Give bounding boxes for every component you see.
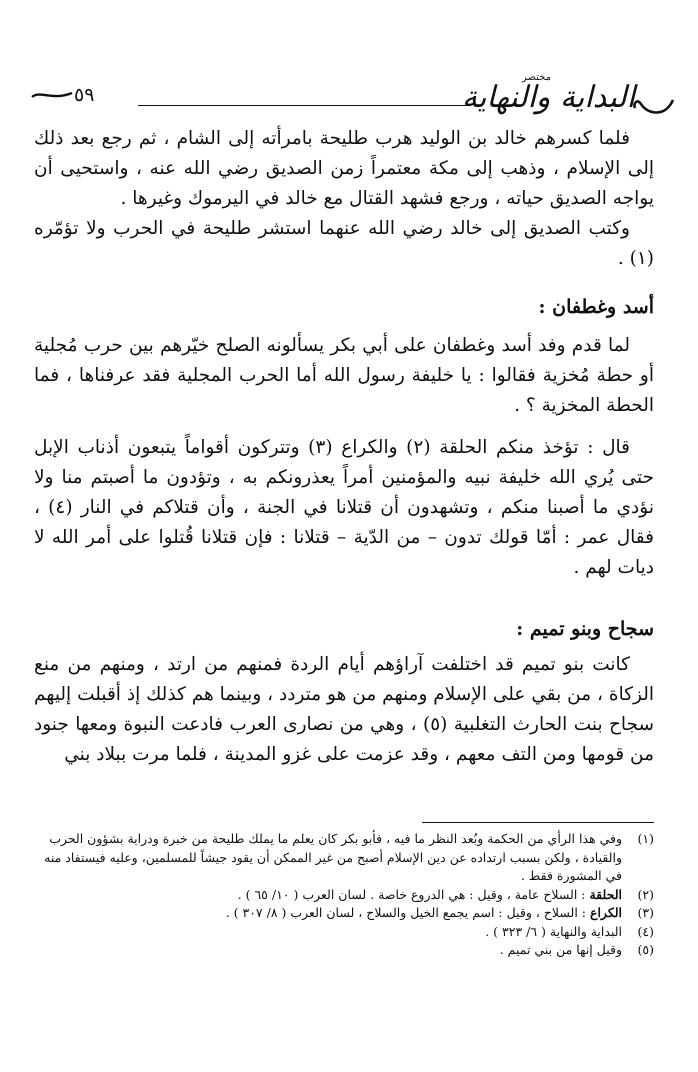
book-subtitle: مختصر: [521, 72, 551, 83]
footnote-text: : السلاح عامة ، وقيل : هي الدروع خاصة . لسان العرب ( ١٠/ ٦٥ ) .: [237, 886, 590, 902]
section-asad-ghatafan-text: [34, 331, 654, 583]
footnote: [34, 904, 654, 923]
book-title: البداية والنهاية: [462, 80, 635, 115]
footnote: [34, 830, 654, 886]
footnote: [34, 923, 654, 942]
calligraphy-ornament-icon: [631, 92, 675, 118]
section-heading-sajah: سجاح وبنو تميم :: [516, 618, 654, 640]
footnote-text: البداية والنهاية ( ٦/ ٣٢٣ ) .: [485, 923, 622, 939]
footnote-number: (٤): [637, 923, 654, 939]
paragraph: فلما كسرهم خالد بن الوليد هرب طليحة بامرأته إلى الشام ، ثم رجع بعد ذلك إلى الإسلام ، وذهب إلى مكة معتمراً زمن الصديق رضي الله عنه ، واستحيى أن يواجه الصديق حياته ، ورجع فشهد القتال مع خالد في اليرموك وغيرها .: [34, 128, 654, 209]
paragraph: لما قدم وفد أسد وغطفان على أبي بكر يسألونه الصلح خيّرهم بين حرب مُجلية أو حطة مُخزية فقالوا : يا خليفة رسول الله أما الحرب المجلية فقد عرفناها ، فما الحطة المخزية ؟ .: [34, 335, 654, 416]
footnote-text: وقيل إنها من بني تميم .: [499, 942, 622, 957]
footnote-number: (٥): [637, 942, 654, 957]
footnote: [34, 941, 654, 960]
paragraph: قال : تؤخذ منكم الحلقة (٢) والكراع (٣) وتتركون أقواماً يتبعون أذناب الإبل حتى يُري الله خليفة نبيه والمؤمنين أمراً يعذرونكم به ، وتؤدون ما أصبتم منا ولا نؤدي ما أصبنا منكم ، وتشهدون أن قتلانا في الجنة ، وأن قتلاكم في النار (٤) ، فقال عمر : أمّا قولك تدون – من الدّية – قتلانا : فإن قتلانا قُتلوا على أمر الله لا ديات لهم .: [34, 437, 654, 578]
footnote-term: الكراع: [589, 905, 622, 920]
footnote-term: الحلقة: [589, 886, 622, 902]
footnote-text: : السلاح ، وقيل : اسم يجمع الخيل والسلاح ، لسان العرب ( ٨/ ٣٠٧ ) .: [225, 905, 590, 920]
intro-text: [34, 124, 654, 274]
page-header: [30, 74, 675, 124]
footnote: [34, 886, 654, 905]
footnote-number: (٣): [637, 905, 654, 920]
paragraph: وكتب الصديق إلى خالد رضي الله عنهما استشر طليحة في الحرب ولا تؤمّره (١) .: [34, 218, 654, 269]
footnote-separator: [422, 822, 654, 823]
footnote-text: وفي هذا الرأي من الحكمة وبُعد النظر ما فيه ، فأبو بكر كان يعلم ما يملك طليحة من خبرة ودراية بشؤون الحرب والقيادة ، ولكن بسبب ارتداده عن دين الإسلام أصبح من غير الممكن أن يقود جيشاً للمسلمين، وعليه فيستفاد منه في المشورة فقط .: [44, 831, 622, 883]
header-rule: [138, 105, 470, 106]
section-heading-asad-ghatafan: أسد وغطفان :: [538, 296, 654, 318]
page-number: ٥٩: [74, 84, 95, 106]
header-ornament-left: [30, 88, 74, 102]
footnote-number: (٢): [637, 886, 654, 902]
paragraph: كانت بنو تميم قد اختلفت آراؤهم أيام الردة فمنهم من ارتد ، ومنهم من منع الزكاة ، من بقي على الإسلام ومنهم من هو متردد ، وبينما هم كذلك إذ أقبلت إليهم سجاح بنت الحارث التغلبية (٥) ، وهي من نصارى العرب فادعت النبوة ومعها جنود من قومها ومن التف معهم ، وقد عزمت على غزو المدينة ، فلما مرت ببلاد بني: [34, 654, 654, 765]
book-title-logo: [460, 74, 675, 122]
footnote-number: (١): [637, 831, 654, 846]
footnotes: [34, 830, 654, 960]
section-sajah-text: [34, 650, 654, 770]
